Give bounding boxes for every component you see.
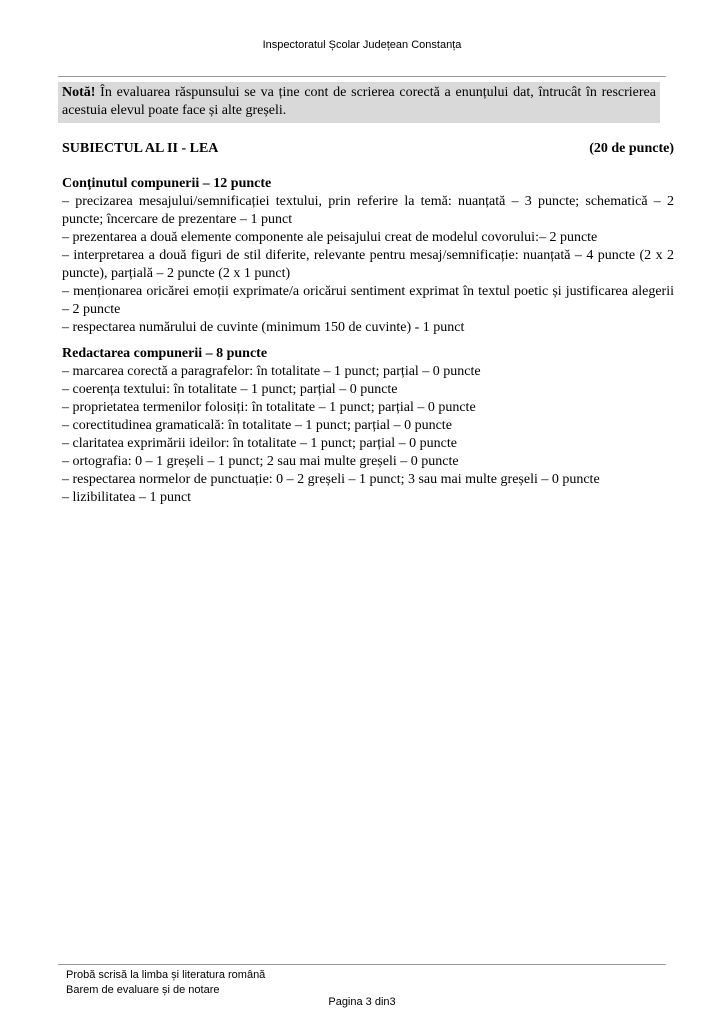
list-item: – interpretarea a două figuri de stil diferite, relevante pentru mesaj/semnificație: nuanțată – 4 puncte (2 x 2 puncte), parțială – 2 puncte (2 x 1 punct) <box>62 248 674 281</box>
page-footer <box>66 968 265 998</box>
subject-points: (20 de puncte) <box>589 141 674 156</box>
writing-heading: Redactarea compunerii – 8 puncte <box>62 346 268 361</box>
footer-exam-line: Probă scrisă la limba și literatura română <box>66 969 266 981</box>
page-header: Inspectoratul Școlar Județean Constanța <box>262 39 462 51</box>
list-item: – menționarea oricărei emoții exprimate/a oricărui sentiment exprimat în textul poetic și justificarea alegerii – 2 puncte <box>62 284 674 317</box>
footer-barem-line: Barem de evaluare și de notare <box>66 984 220 996</box>
content-heading: Conținutul compunerii – 12 puncte <box>62 176 272 191</box>
subject-heading <box>62 141 674 157</box>
writing-section <box>62 345 674 507</box>
page-number: Pagina 3 din3 <box>328 996 396 1008</box>
content-section <box>62 175 674 337</box>
list-item: – proprietatea termenilor folosiți: în totalitate – 1 punct; parțial – 0 puncte <box>62 400 476 415</box>
list-item: – respectarea numărului de cuvinte (minimum 150 de cuvinte) - 1 punct <box>62 320 465 335</box>
list-item: – prezentarea a două elemente componente ale peisajului creat de modelul covorului:– 2 puncte <box>62 230 598 245</box>
footer-divider <box>58 964 666 965</box>
note-box <box>58 82 660 123</box>
header-divider <box>58 76 666 77</box>
list-item: – coerența textului: în totalitate – 1 punct; parțial – 0 puncte <box>62 382 398 397</box>
list-item: – marcarea corectă a paragrafelor: în totalitate – 1 punct; parțial – 0 puncte <box>62 364 481 379</box>
subject-title: SUBIECTUL AL II - LEA <box>62 141 219 156</box>
note-text: În evaluarea răspunsului se va ține cont de scrierea corectă a enunțului dat, întrucât în rescrierea acestuia elevul poate face și alte greșeli. <box>62 85 656 118</box>
list-item: – lizibilitatea – 1 punct <box>62 490 192 505</box>
list-item: – ortografia: 0 – 1 greșeli – 1 punct; 2 sau mai multe greșeli – 0 puncte <box>62 454 459 469</box>
list-item: – precizarea mesajului/semnificației textului, prin referire la temă: nuanțată – 3 puncte; schematică – 2 puncte; încercare de prezentare – 1 punct <box>62 194 674 227</box>
list-item: – claritatea exprimării ideilor: în totalitate – 1 punct; parțial – 0 puncte <box>62 436 457 451</box>
list-item: – corectitudinea gramaticală: în totalitate – 1 punct; parțial – 0 puncte <box>62 418 452 433</box>
note-label: Notă! <box>62 85 96 100</box>
list-item: – respectarea normelor de punctuație: 0 – 2 greșeli – 1 punct; 3 sau mai multe greșeli – 0 puncte <box>62 472 600 487</box>
